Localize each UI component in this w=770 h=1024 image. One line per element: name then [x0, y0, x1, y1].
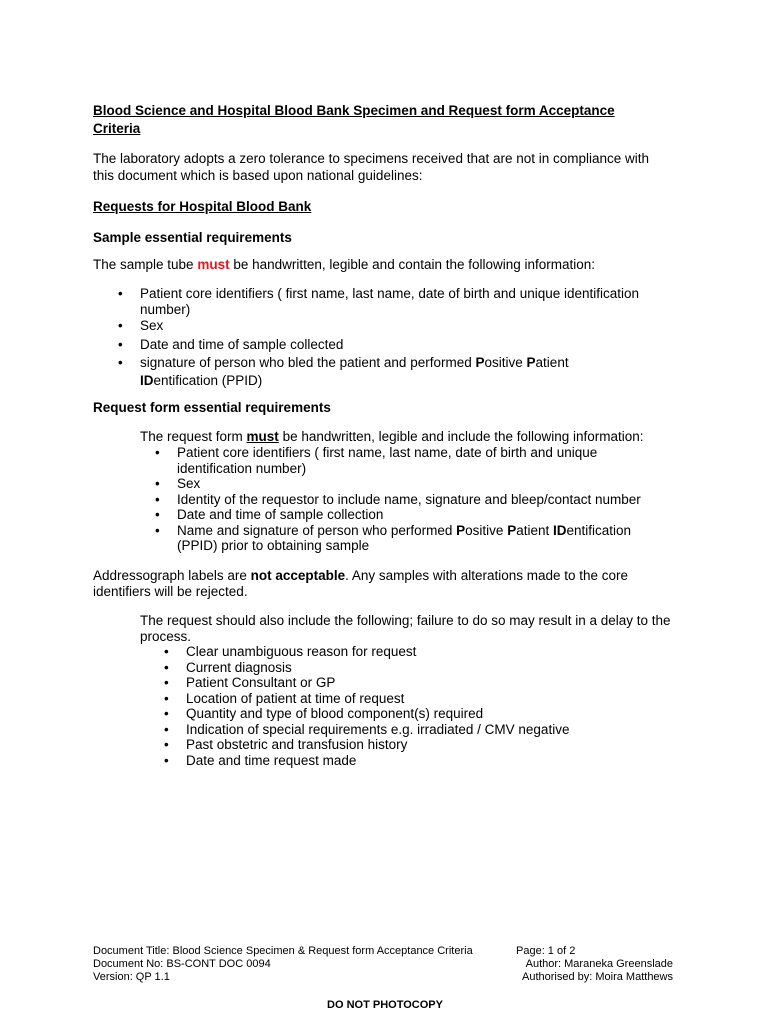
list-item: • Current diagnosis [164, 659, 292, 675]
bullet-icon: • [118, 336, 123, 352]
request-heading: Request form essential requirements [93, 400, 331, 415]
bullet-icon: • [118, 286, 123, 301]
footer-doc-title: Document Title: Blood Science Specimen & Request form Acceptance Criteria [93, 945, 473, 957]
list-item: • Patient core identifiers ( first name, last name, date of birth and unique identification number) [155, 445, 598, 476]
request-list [155, 445, 667, 554]
intro-paragraph: The laboratory adopts a zero tolerance to specimens received that are not in compliance with this document which is based upon national guidelines: [93, 151, 650, 183]
footer-authorised: Authorised by: Moira Matthews [521, 971, 673, 983]
bullet-icon: • [118, 318, 123, 333]
footer-page: Page: 1 of 2 [516, 945, 576, 957]
list-item: • Past obstetric and transfusion history [164, 737, 408, 752]
list-item: • Date and time of sample collection [155, 507, 384, 522]
bullet-icon: • [164, 737, 169, 752]
bullet-icon: • [164, 644, 169, 659]
list-item: • Identity of the requestor to include name, signature and bleep/contact number [155, 491, 641, 507]
list-item: • Date and time of sample collected [118, 336, 344, 352]
document-title [93, 102, 683, 138]
sample-list [118, 286, 680, 390]
must-emphasis: must [197, 257, 230, 272]
bullet-icon: • [164, 675, 169, 690]
bullet-icon: • [155, 507, 160, 522]
bullet-icon: • [164, 690, 169, 706]
request-lead: The request form must be handwritten, legible and include the following information: [140, 429, 644, 444]
bullet-icon: • [155, 491, 160, 507]
footer-version: Version: QP 1.1 [93, 971, 170, 983]
bullet-icon: • [164, 706, 169, 721]
list-item: • Patient Consultant or GP [164, 675, 336, 690]
bullet-icon: • [155, 445, 160, 460]
footer-author: Author: Maraneka Greenslade [525, 958, 673, 970]
list-item: • Indication of special requirements e.g. irradiated / CMV negative [164, 721, 570, 737]
list-item: • Sex [118, 318, 164, 333]
list-item: • Quantity and type of blood component(s) required [164, 706, 484, 721]
addressograph-paragraph: Addressograph labels are not acceptable. Any samples with alterations made to the core identifiers will be rejected. [93, 568, 629, 599]
title-line-2: Criteria [93, 121, 141, 136]
bullet-icon: • [118, 355, 123, 370]
also-list [164, 644, 666, 768]
footer-doc-no: Document No: BS-CONT DOC 0094 [93, 958, 271, 970]
do-not-photocopy-notice: DO NOT PHOTOCOPY [327, 999, 443, 1011]
bullet-icon: • [164, 721, 169, 737]
list-item: • Date and time request made [164, 752, 357, 768]
list-item: • Clear unambiguous reason for request [164, 644, 417, 659]
list-item: • signature of person who bled the patient and performed Positive Patient IDentification (PPID) [118, 355, 569, 388]
sample-lead: The sample tube must be handwritten, legible and contain the following information: [93, 257, 596, 272]
bullet-icon: • [155, 522, 160, 538]
bullet-icon: • [155, 476, 160, 491]
list-item: • Sex [155, 476, 201, 491]
list-item: • Patient core identifiers ( first name, last name, date of birth and unique identification number) [118, 286, 640, 317]
list-item: • Name and signature of person who performed Positive Patient IDentification (PPID) prior to obtaining sample [155, 522, 632, 553]
list-item: • Location of patient at time of request [164, 690, 405, 706]
bullet-icon: • [164, 752, 169, 768]
also-lead: The request should also include the following; failure to do so may result in a delay to the process. [140, 613, 671, 644]
sample-heading: Sample essential requirements [93, 230, 292, 245]
bullet-icon: • [164, 659, 169, 675]
section-heading: Requests for Hospital Blood Bank [93, 199, 312, 214]
title-line-1: Blood Science and Hospital Blood Bank Specimen and Request form Acceptance [93, 103, 615, 118]
must-emphasis: must [246, 429, 279, 444]
